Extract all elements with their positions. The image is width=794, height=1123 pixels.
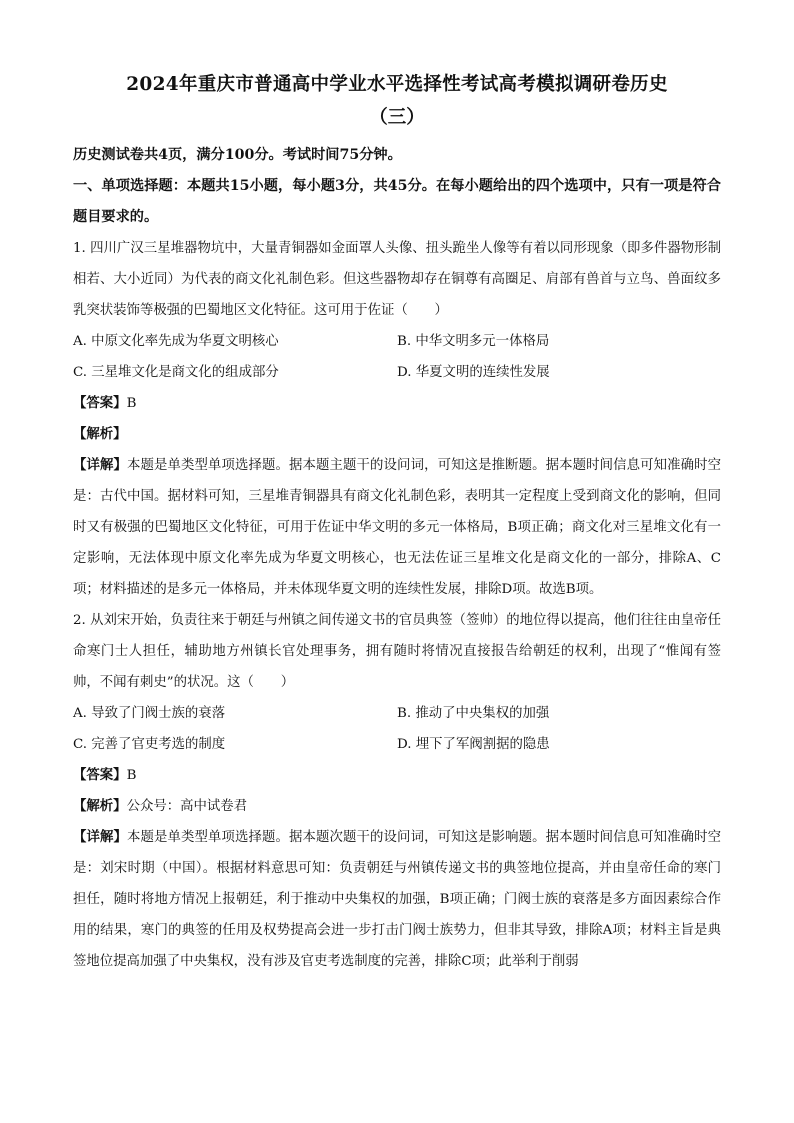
option-a: A. 中原文化率先成为华夏文明核心: [73, 334, 279, 349]
detail-paragraph: [73, 450, 721, 605]
question-options: [73, 698, 721, 760]
question-options: [73, 326, 721, 388]
analysis-line: [73, 419, 721, 450]
detail-paragraph: [73, 822, 721, 977]
analysis-line: [73, 791, 721, 822]
question-stem: 2. 从刘宋开始，负责往来于朝廷与州镇之间传递文书的官员典签（签帅）的地位得以提高，他们往往由皇帝任命寒门士人担任，辅助地方州镇长官处理事务，拥有随时将情况直接报告给朝廷的权利，出现了“惟闻有签帅，不闻有刺史”的状况。这（ ）: [73, 613, 721, 690]
section-heading: 一、单项选择题：本题共15小题，每小题3分，共45分。在每小题给出的四个选项中，只有一项是符合题目要求的。: [73, 178, 721, 225]
analysis-label: 【解析】: [73, 426, 127, 442]
option-d: D. 埋下了军阀割据的隐患: [397, 737, 550, 752]
detail-text: 本题是单类型单项选择题。据本题主题干的设问词，可知这是推断题。据本题时间信息可知准确时空是：古代中国。据材料可知，三星堆青铜器具有商文化礼制色彩，表明其一定程度上受到商文化的影响，但同时又有极强的巴蜀地区文化特征，可用于佐证中华文明的多元一体格局，B项正确；商文化对三星堆文化有一定影响，无法体现中原文化率先成为华夏文明核心，也无法佐证三星堆文化是商文化的一部分，排除A、C项；材料描述的是多元一体格局，并未体现华夏文明的连续性发展，排除D项。故选B项。: [73, 458, 722, 597]
answer-line: [73, 760, 721, 791]
option-c: C. 完善了官吏考选的制度: [73, 737, 226, 752]
analysis-note: 公众号：高中试卷君: [126, 799, 248, 814]
exam-subtitle: （三）: [369, 107, 425, 128]
question-2: [73, 605, 721, 977]
analysis-label: 【解析】: [73, 798, 127, 814]
question-stem: 1. 四川广汉三星堆器物坑中，大量青铜器如金面罩人头像、扭头跪坐人像等有着以同形现象（即多件器物形制相若、大小近同）为代表的商文化礼制色彩。但这些器物却存在铜尊有高圈足、肩部有兽首与立鸟、兽面纹多乳突状装饰等极强的巴蜀地区文化特征。这可用于佐证（ ）: [73, 241, 721, 318]
answer-line: [73, 388, 721, 419]
detail-label: 【详解】: [73, 457, 128, 473]
question-1: [73, 233, 721, 605]
option-b: B. 推动了中央集权的加强: [397, 706, 550, 721]
option-b: B. 中华文明多元一体格局: [397, 334, 550, 349]
detail-text: 本题是单类型单项选择题。据本题次题干的设问词，可知这是影响题。据本题时间信息可知准确时空是：刘宋时期（中国）。根据材料意思可知：负责朝廷与州镇传递文书的典签地位提高，并由皇帝任命的寒门担任，随时将地方情况上报朝廷，利于推动中央集权的加强，B项正确；门阀士族的衰落是多方面因素综合作用的结果，寒门的典签的任用及权势提高会进一步打击门阀士族势力，但非其导致，排除A项；材料主旨是典签地位提高加强了中央集权，没有涉及官吏考选制度的完善，排除C项；此举利于削弱: [73, 830, 722, 969]
answer-value: B: [126, 396, 137, 411]
option-c: C. 三星堆文化是商文化的组成部分: [73, 365, 279, 380]
option-d: D. 华夏文明的连续性发展: [397, 365, 550, 380]
answer-label: 【答案】: [73, 767, 127, 783]
answer-label: 【答案】: [73, 395, 127, 411]
detail-label: 【详解】: [73, 829, 128, 845]
exam-intro: 历史测试卷共4页，满分100分。考试时间75分钟。: [73, 147, 402, 163]
document-page: [73, 68, 721, 977]
option-a: A. 导致了门阀士族的衰落: [73, 706, 226, 721]
exam-title: 2024年重庆市普通高中学业水平选择性考试高考模拟调研卷历史: [126, 74, 668, 95]
answer-value: B: [126, 768, 137, 783]
